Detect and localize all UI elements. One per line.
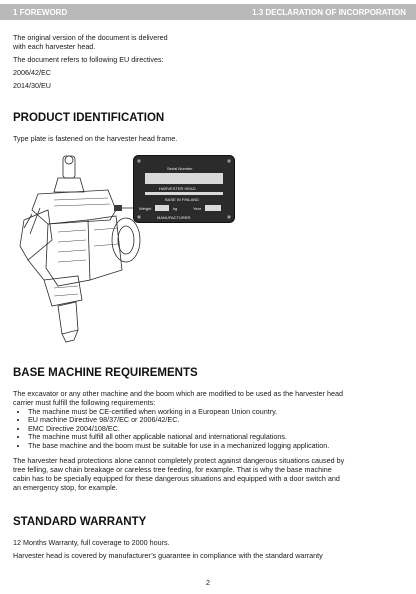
protection-paragraph-line-3: cabin has to be specially equipped for these dangerous situations and equipped with a door switch and <box>13 474 340 483</box>
list-item: • EU machine Directive 98/37/EC or 2006/42/EC. <box>28 416 408 424</box>
list-item: • The machine must fulfill all other applicable national and international regulations. <box>28 433 408 441</box>
type-plate-text: Type plate is fastened on the harvester head frame. <box>13 134 178 143</box>
type-plate-location-marker <box>114 205 122 211</box>
warranty-line-1: 12 Months Warranty, full coverage to 2000 hours. <box>13 538 170 547</box>
product-identification-heading: PRODUCT IDENTIFICATION <box>13 112 165 124</box>
plate-model-label: HARVESTER HEAD <box>159 186 196 191</box>
directive-2: 2014/30/EU <box>13 81 51 90</box>
page-number: 2 <box>205 578 211 587</box>
directive-1: 2006/42/EC <box>13 68 51 77</box>
warranty-line-2: Harvester head is covered by manufacturer’s guarantee in compliance with the standard warranty <box>13 551 323 560</box>
type-plate <box>133 155 235 223</box>
header-bar <box>0 4 416 20</box>
intro-line-3: The document refers to following EU directives: <box>13 55 164 64</box>
header-section: 1.3 DECLARATION OF INCORPORATION <box>252 8 406 17</box>
plate-year-label: Year <box>193 206 202 211</box>
plate-origin-label: BASE IN FINLAND <box>165 197 200 202</box>
requirements-list <box>18 408 408 450</box>
protection-paragraph-line-2: tree felling, saw chain breakage or careless tree feeding, for example. That is why the base machine <box>13 465 332 474</box>
list-item: • EMC Directive 2004/108/EC. <box>28 425 408 433</box>
base-machine-intro-1: The excavator or any other machine and the boom which are modified to be used as the harvester head <box>13 389 344 398</box>
base-machine-intro-2: carrier must fulfill the following requirements: <box>13 398 156 407</box>
protection-paragraph-line-1: The harvester head protections alone cannot completely protect against dangerous situations caused by <box>13 456 345 465</box>
intro-line-2: with each harvester head. <box>13 42 96 51</box>
header-chapter: 1 FOREWORD <box>13 8 68 17</box>
plate-kg-label: kg <box>173 206 178 211</box>
intro-line-1: The original version of the document is delivered <box>13 33 168 42</box>
plate-serial-label: Serial Number <box>167 166 193 171</box>
standard-warranty-heading: STANDARD WARRANTY <box>13 516 147 528</box>
base-machine-heading: BASE MACHINE REQUIREMENTS <box>13 367 198 379</box>
protection-paragraph-line-4: an emergency stop, for example. <box>13 483 118 492</box>
plate-weight-label: Weight <box>139 206 152 211</box>
list-item: • The machine must be CE-certified when working in a European Union country. <box>28 408 408 416</box>
list-item: • The base machine and the boom must be suitable for use in a mechanized logging application. <box>28 442 408 450</box>
plate-manufacturer-label: MANUFACTURER <box>157 215 191 220</box>
